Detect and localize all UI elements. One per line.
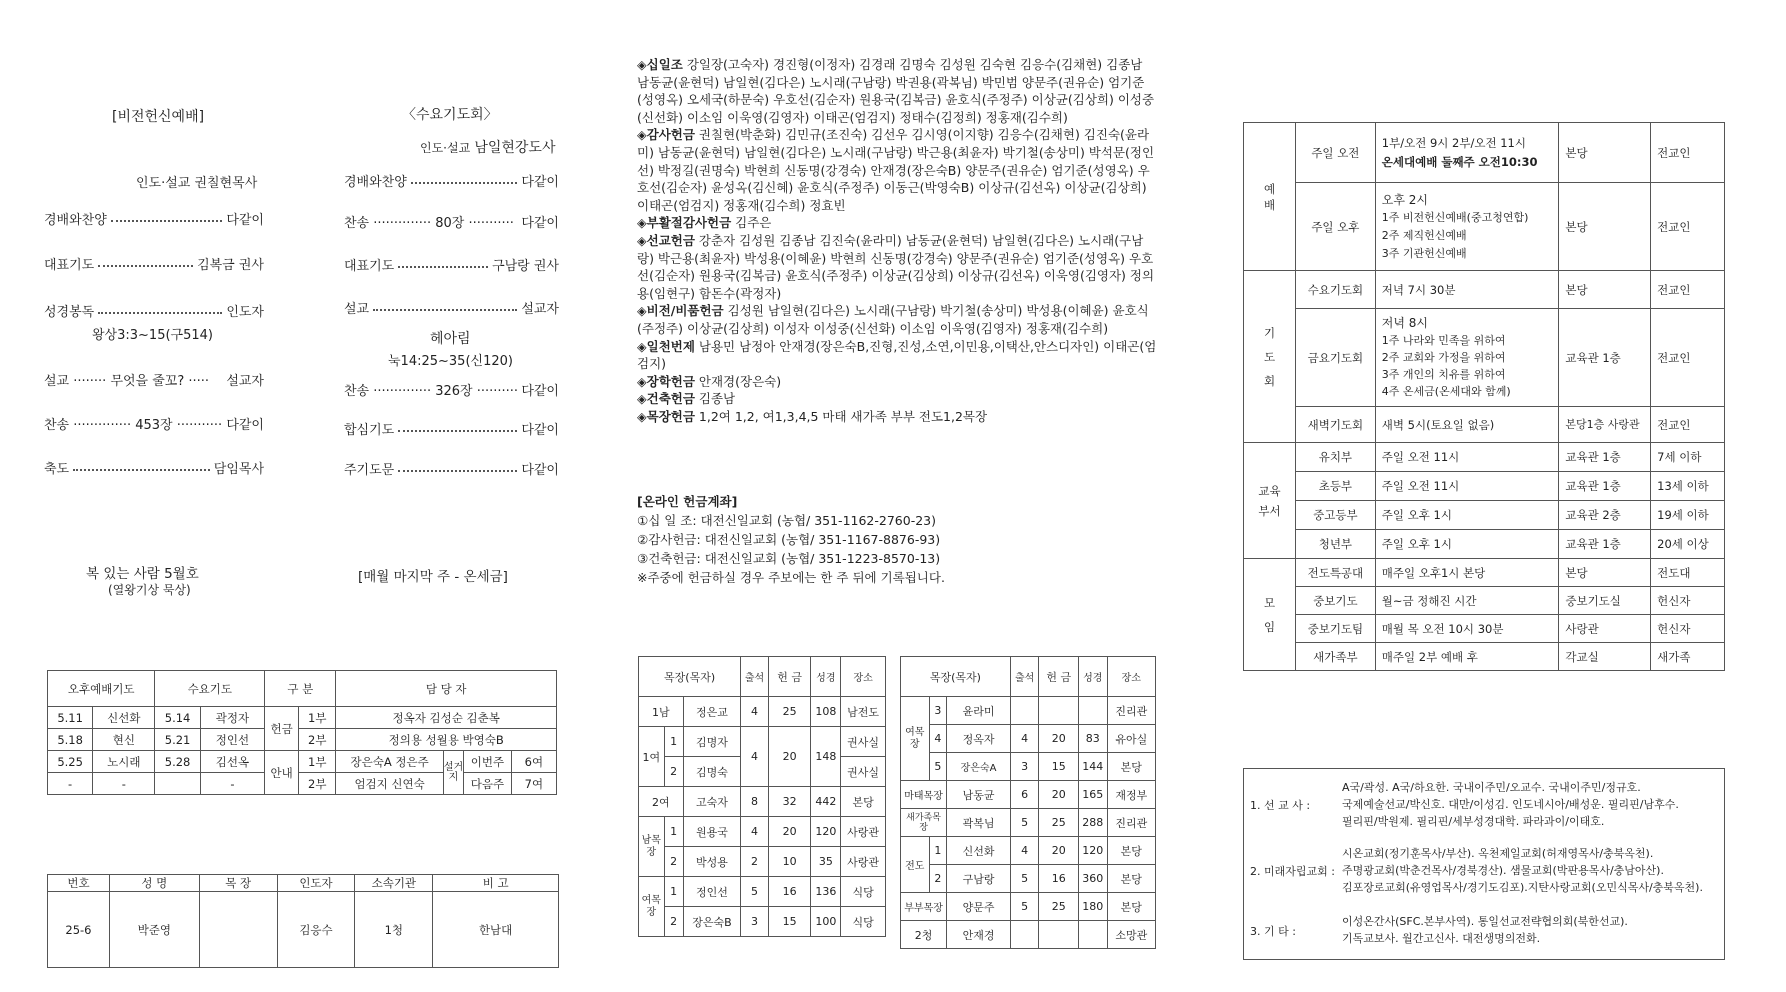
schedule-who: 13세 이하 [1651,472,1725,501]
schedule-name: 새가족부 [1295,643,1375,671]
missionary-label: 1. 선 교 사 : [1250,799,1311,812]
wednesday-service-title: 〈수요기도회〉 [402,107,498,123]
table-cell: 32 [768,787,811,817]
table-cell: 1부 [299,707,336,729]
table-cell [1039,697,1079,725]
table-cell: 1 [664,877,683,907]
schedule-time: 매주일 2부 예배 후 [1375,643,1559,671]
schedule-place: 각교실 [1559,643,1651,671]
evening-order-1: 경배와찬양 다같이 [44,213,264,228]
table-cell: 본당 [1107,893,1155,921]
wednesday-order-4: 설교 설교자 [344,302,559,317]
table-cell: - [93,773,155,795]
table-cell: 4 [741,727,769,787]
table-cell: 설거지 [443,751,463,795]
table-cell: 새가족목장 [901,809,947,837]
category-worship: 예배 [1244,123,1296,271]
group-guide: 안내 [265,751,299,795]
table-cell: 4 [741,817,769,847]
church-label: 2. 미래자립교회 : [1250,865,1335,878]
table-cell: 7여 [511,773,556,795]
table-cell: 한남대 [433,892,559,968]
table-cell: 1청 [355,892,433,968]
table-cell [155,773,200,795]
wednesday-order-6: 합심기도 다같이 [344,423,559,438]
table-cell: 6 [1010,781,1039,809]
schedule-name: 주일 오전 [1295,123,1375,183]
schedule-time: 1부/오전 9시 2부/오전 11시 온세대예배 둘째주 오전10:30 [1375,123,1559,183]
schedule-place: 본당 [1559,123,1651,183]
schedule-place: 교육관 1층 [1559,309,1651,407]
schedule-place: 본당 [1559,271,1651,309]
table-cell: 288 [1079,809,1108,837]
schedule-who: 헌신자 [1651,587,1725,615]
table-cell: 이번주 [464,751,512,773]
table-cell: 곽복님 [947,809,1011,837]
other-list: 이성온간사(SFC.본부사역). 통일선교전략협의회(북한선교). 기독교보사. 월간고신사. 대전생명의전화. [1342,915,1628,945]
table-cell [1079,921,1108,949]
table-cell: 83 [1079,725,1108,753]
table-cell: 노시래 [93,751,155,773]
table-cell: 2여 [639,787,684,817]
schedule-who: 헌신자 [1651,615,1725,643]
table-cell: 권사실 [841,727,886,757]
table-cell: 25 [1039,809,1079,837]
online-title: [온라인 헌금계좌] [637,494,738,509]
schedule-time: 오후 2시 1주 비전헌신예배(중고청연합) 2주 제직헌신예배 3주 기관헌신예배 [1375,183,1559,271]
schedule-name: 중고등부 [1295,501,1375,530]
online-line: ①십 일 조: 대전신일교회 (농협/ 351-1162-2760-23) [637,513,936,528]
table-cell: 2 [929,865,947,893]
table-cell: 재정부 [1107,781,1155,809]
table-cell: 4 [929,725,947,753]
evening-order-6: 축도 담임목사 [44,462,264,477]
table-cell: 4 [741,697,769,727]
table-cell: 5 [741,877,769,907]
table-cell: 박준영 [109,892,199,968]
offering-list [637,56,1157,425]
schedule-place: 교육관 2층 [1559,501,1651,530]
table-cell: 원용국 [683,817,740,847]
table-cell: - [200,773,264,795]
table-cell: 20 [1039,837,1079,865]
table-cell: 장은숙A 정은주 [336,751,443,773]
mokjang-header: 성경 [1079,657,1108,697]
table-cell: 마태목장 [901,781,947,809]
online-line: ※주중에 헌금하실 경우 주보에는 한 주 뒤에 기록됩니다. [637,570,945,585]
church-list: 시온교회(정기훈목사/부산). 옥천제일교회(허재영목사/충북옥천). 주명광교회(박춘건목사/경북경산). 샘물교회(박판용목사/충남아산). 김포장로교회(유영업목사/경기도김포).지탄사랑교회(오민식목사/충북옥천). [1342,847,1703,894]
table-cell: 25 [1039,893,1079,921]
table-cell: 다음주 [464,773,512,795]
table-cell: 장은숙A [947,753,1011,781]
schedule-who: 7세 이하 [1651,443,1725,472]
offering-vision: ◈비전/비품헌금 김성원 남일현(김다은) 노시래(구남랑) 박기철(송상미) 박성용(이혜윤) 윤호식(주정주) 이상균(김상희) 이성자 이성중(신선화) 이소임 이욱영(김영자) 정홍재(김수희) [637,303,1149,336]
offering-easter: ◈부활절감사헌금 김주은 [637,215,772,231]
table-cell: 5.18 [48,729,93,751]
schedule-time: 주일 오전 11시 [1375,443,1559,472]
duty-table [47,670,557,795]
schedule-name: 중보기도 [1295,587,1375,615]
schedule-time: 저녁 8시 1주 나라와 민족을 위하여 2주 교회와 가정을 위하여 3주 개인의 치유를 위하여 4주 온세금(온세대와 함께) [1375,309,1559,407]
table-cell: 136 [811,877,841,907]
table-cell: 10 [768,847,811,877]
schedule-who: 새가족 [1651,643,1725,671]
table-cell: 35 [811,847,841,877]
table-cell: 1부 [299,751,336,773]
schedule-time: 매월 목 오전 10시 30분 [1375,615,1559,643]
newcomer-header: 비 고 [433,875,559,892]
schedule-who: 전교인 [1651,271,1725,309]
table-cell: 148 [811,727,841,787]
mokjang-header: 장소 [1107,657,1155,697]
newcomer-table [47,874,559,968]
table-cell: 5 [1010,809,1039,837]
table-cell: 100 [811,907,841,937]
table-cell: 360 [1079,865,1108,893]
table-cell: 여목장 [639,877,665,937]
table-cell: 박성용 [683,847,740,877]
table-cell: 김명자 [683,727,740,757]
schedule-name: 새벽기도회 [1295,407,1375,443]
table-cell [199,892,277,968]
table-cell: 현신 [93,729,155,751]
schedule-name: 주일 오후 [1295,183,1375,271]
table-cell: 180 [1079,893,1108,921]
table-cell: 2부 [299,729,336,751]
table-cell: 3 [929,697,947,725]
table-cell: 15 [1039,753,1079,781]
missions-box [1243,768,1725,960]
table-cell: 2 [664,847,683,877]
table-cell: 5.28 [155,751,200,773]
schedule-place: 중보기도실 [1559,587,1651,615]
wednesday-order-3: 대표기도 구남랑 권사 [344,259,559,274]
category-prayer: 기도회 [1244,271,1296,443]
table-cell: 1 [929,837,947,865]
schedule-name: 수요기도회 [1295,271,1375,309]
table-cell: 식당 [841,907,886,937]
table-cell: 165 [1079,781,1108,809]
schedule-name: 전도특공대 [1295,559,1375,587]
table-cell: 1여 [639,727,665,787]
table-cell: 식당 [841,877,886,907]
table-cell: 정의용 성월용 박영숙B [336,729,557,751]
evening-order-2: 대표기도 김복금 권사 [44,258,264,273]
group-offering: 헌금 [265,707,299,751]
wednesday-order-5: 찬송 ·············· 326장 ·········· 다같이 [344,384,559,399]
table-cell: 진리관 [1107,697,1155,725]
table-cell [1010,921,1039,949]
table-cell: 본당 [841,787,886,817]
table-cell: 정은교 [683,697,740,727]
wednesday-service-leader: 인도·설교 남일현강도사 [420,140,556,156]
schedule-time: 저녁 7시 30분 [1375,271,1559,309]
evening-order-5: 찬송 ·············· 453장 ··········· 다같이 [44,418,264,433]
offering-mission: ◈선교헌금 강춘자 김성원 김종남 김진숙(윤라미) 남동균(윤현덕) 남일현(김다은) 노시래(구남랑) 박근용(최윤자) 박성용(이혜윤) 박현희 신동명(강경숙) 양문주(권유순) 엄기준(성영옥) 우호선(김순자) 원용국(김복금) 윤호식(주정주) 이상균(김상희) 이상규(김선옥) 이욱영(김영자) 정의용(임현구) 함돈수(곽정자) [637,232,1155,301]
schedule-name: 중보기도팀 [1295,615,1375,643]
table-cell: 16 [1039,865,1079,893]
table-cell: 부부목장 [901,893,947,921]
table-cell: 2 [741,847,769,877]
missionary-list: A국/곽성. A국/하요한. 국내이주민/오교수. 국내이주민/정규호. 국제예술선교/박신호. 대만/이성김. 인도네시아/배성운. 필리핀/남후수. 필리핀/박원제. 필리핀/세부성경대학. 파라과이/이태호. [1342,781,1679,828]
wednesday-order-2: 찬송 ·············· 80장 ··········· 다같이 [344,216,559,231]
blessed-person-subtitle: (열왕기상 묵상) [108,583,191,597]
schedule-name: 청년부 [1295,530,1375,559]
table-cell: 20 [1039,781,1079,809]
online-accounts [637,492,945,587]
table-cell: 본당 [1107,865,1155,893]
table-cell: 유아실 [1107,725,1155,753]
newcomer-header: 인도자 [277,875,355,892]
table-cell: 20 [768,817,811,847]
table-cell [1079,697,1108,725]
table-cell: 2 [664,907,683,937]
table-cell: 1남 [639,697,684,727]
table-cell: 8 [741,787,769,817]
table-cell: 108 [811,697,841,727]
table-cell: 16 [768,877,811,907]
table-cell: 15 [768,907,811,937]
blessed-person-title: 복 있는 사람 5월호 [86,566,199,582]
offering-thanks: ◈감사헌금 권칠현(박춘화) 김민규(조진숙) 김선우 김시영(이지향) 김응수(김채현) 김진숙(윤라미) 남동균(윤현덕) 남일현(김다은) 노시래(구남랑) 박근용(최윤자) 박기철(송상미) 박석문(정인선) 박정길(권명숙) 박현희 신동명(강경숙) 안재경(장은숙B) 양문주(권유순) 엄기준(성영옥) 우호선(김순자) 윤성옥(김신혜) 윤호식(주정주) 이동근(박영숙B) 이상규(김선옥) 이상균(김상희) 이태곤(엄검지) 정홍재(김수희) 정효빈 [637,127,1155,213]
evening-service-leader: 인도·설교 권칠현목사 [136,176,258,191]
online-line: ②감사헌금: 대전신일교회 (농협/ 351-1167-8876-93) [637,532,941,547]
table-cell: 권사실 [841,757,886,787]
mokjang-header: 헌 금 [768,657,811,697]
table-cell: 구남랑 [947,865,1011,893]
table-cell: 남동균 [947,781,1011,809]
table-cell: 5.11 [48,707,93,729]
schedule-who: 전교인 [1651,407,1725,443]
duty-header-person: 담 당 자 [336,671,557,707]
offering-tithe: ◈십일조 강일장(고숙자) 경진형(이정자) 김경래 김명숙 김성원 김숙현 김응수(김채현) 김종남 남동균(윤현덕) 남일현(김다은) 노시래(구남랑) 박권용(곽복님) 박민범 양문주(권유순) 엄기준(성영옥) 오세국(하문숙) 우호선(김순자) 원용국(김복금) 윤호식(주정주) 이상균(김상희) 이성중(신선화) 이소임 이욱영(김영자) 이태곤(엄검지) 정태수(김정희) 정홍재(김수희) [637,57,1155,125]
schedule-table [1243,122,1725,671]
table-cell: 5.14 [155,707,200,729]
table-cell: 정옥자 [947,725,1011,753]
offering-mokjang: ◈목장헌금 1,2여 1,2, 여1,3,4,5 마태 새가족 부부 전도1,2목장 [637,408,988,424]
wednesday-scripture: 눅14:25~35(신120) [388,354,513,369]
schedule-time: 주일 오전 11시 [1375,472,1559,501]
table-cell: 20 [768,727,811,787]
table-cell: 5 [929,753,947,781]
schedule-name: 금요기도회 [1295,309,1375,407]
table-cell: 정인선 [200,729,264,751]
table-cell: 윤라미 [947,697,1011,725]
schedule-time: 주일 오후 1시 [1375,530,1559,559]
schedule-place: 본당 [1559,559,1651,587]
schedule-time: 매주일 오후1시 본당 [1375,559,1559,587]
table-cell: 5 [1010,865,1039,893]
table-cell: 고숙자 [683,787,740,817]
schedule-place: 본당 [1559,183,1651,271]
schedule-place: 사랑관 [1559,615,1651,643]
table-cell: 120 [1079,837,1108,865]
table-cell: 안재경 [947,921,1011,949]
table-cell: 소망관 [1107,921,1155,949]
mokjang-header: 성경 [811,657,841,697]
table-cell: 여목장 [901,697,930,781]
category-edu: 교육부서 [1244,443,1296,559]
schedule-name: 유치부 [1295,443,1375,472]
table-cell: 본당 [1107,837,1155,865]
schedule-who: 전교인 [1651,309,1725,407]
mokjang-table-right [900,656,1156,949]
schedule-place: 교육관 1층 [1559,530,1651,559]
table-cell: 김명숙 [683,757,740,787]
schedule-time: 새벽 5시(토요일 없음) [1375,407,1559,443]
table-cell: 김응수 [277,892,355,968]
table-cell: 442 [811,787,841,817]
duty-header-wednesday: 수요기도 [155,671,265,707]
table-cell [1039,921,1079,949]
table-cell: 사랑관 [841,847,886,877]
table-cell: - [48,773,93,795]
offering-scholarship: ◈장학헌금 안재경(장은숙) [637,373,782,389]
schedule-time: 월~금 정해진 시간 [1375,587,1559,615]
category-group: 모임 [1244,559,1296,671]
table-cell: 진리관 [1107,809,1155,837]
duty-header-evening: 오후예배기도 [48,671,155,707]
table-cell: 20 [1039,725,1079,753]
table-cell: 1 [664,817,683,847]
mokjang-header: 출석 [1010,657,1039,697]
table-cell: 남전도 [841,697,886,727]
table-cell: 신선화 [93,707,155,729]
table-cell [1010,697,1039,725]
wednesday-order-1: 경배와찬양 다같이 [344,175,559,190]
table-cell: 1 [664,727,683,757]
wednesday-order-7: 주기도문 다같이 [344,463,559,478]
monthly-note: [매월 마지막 주 - 온세금] [358,569,508,585]
table-cell: 김선옥 [200,751,264,773]
schedule-who: 전교인 [1651,123,1725,183]
other-label: 3. 기 타 : [1250,925,1296,938]
table-cell: 엄검지 신연숙 [336,773,443,795]
table-cell: 신선화 [947,837,1011,865]
schedule-who: 19세 이하 [1651,501,1725,530]
table-cell: 4 [1010,725,1039,753]
table-cell: 장은숙B [683,907,740,937]
table-cell: 2 [664,757,683,787]
online-line: ③건축헌금: 대전신일교회 (농협/ 351-1223-8570-13) [637,551,941,566]
table-cell: 2청 [901,921,947,949]
table-cell: 남목장 [639,817,665,877]
newcomer-header: 번호 [48,875,110,892]
mokjang-header: 목장(목자) [901,657,1011,697]
newcomer-header: 목 장 [199,875,277,892]
table-cell: 전도 [901,837,930,893]
table-cell: 본당 [1107,753,1155,781]
mokjang-header: 목장(목자) [639,657,741,697]
table-cell: 120 [811,817,841,847]
schedule-time: 주일 오후 1시 [1375,501,1559,530]
schedule-who: 전교인 [1651,183,1725,271]
mokjang-header: 출석 [741,657,769,697]
table-cell: 정옥자 김성순 김춘복 [336,707,557,729]
mokjang-header: 헌 금 [1039,657,1079,697]
offering-thousand: ◈일천번제 남용민 남정아 안재경(장은숙B,진형,진성,소연,이민용,이택산,안스디자인) 이태곤(엄검지) [637,338,1157,372]
evening-scripture: 왕상3:3~15(구514) [92,328,213,343]
schedule-who: 20세 이상 [1651,530,1725,559]
table-cell: 25 [768,697,811,727]
table-cell: 정인선 [683,877,740,907]
newcomer-header: 소속기관 [355,875,433,892]
schedule-who: 전도대 [1651,559,1725,587]
mokjang-table-left [638,656,886,937]
table-cell: 25-6 [48,892,110,968]
table-cell: 4 [1010,837,1039,865]
table-cell: 144 [1079,753,1108,781]
schedule-place: 본당1층 사랑관 [1559,407,1651,443]
table-cell: 2부 [299,773,336,795]
evening-order-4: 설교 ········ 무엇을 줄꼬? ····· 설교자 [44,374,264,389]
table-cell: 3 [741,907,769,937]
table-cell: 양문주 [947,893,1011,921]
offering-building: ◈건축헌금 김종남 [637,391,736,407]
table-cell: 5.21 [155,729,200,751]
table-cell: 곽정자 [200,707,264,729]
table-cell: 5.25 [48,751,93,773]
table-cell: 3 [1010,753,1039,781]
table-cell: 5 [1010,893,1039,921]
schedule-place: 교육관 1층 [1559,472,1651,501]
schedule-name: 초등부 [1295,472,1375,501]
table-cell: 사랑관 [841,817,886,847]
duty-header-category: 구 분 [265,671,336,707]
evening-service-title: [비전헌신예배] [112,109,205,125]
newcomer-header: 성 명 [109,875,199,892]
schedule-place: 교육관 1층 [1559,443,1651,472]
wednesday-sermon-title: 헤아림 [430,331,471,347]
mokjang-header: 장소 [841,657,886,697]
evening-order-3: 성경봉독 인도자 [44,305,264,320]
table-cell: 6여 [511,751,556,773]
